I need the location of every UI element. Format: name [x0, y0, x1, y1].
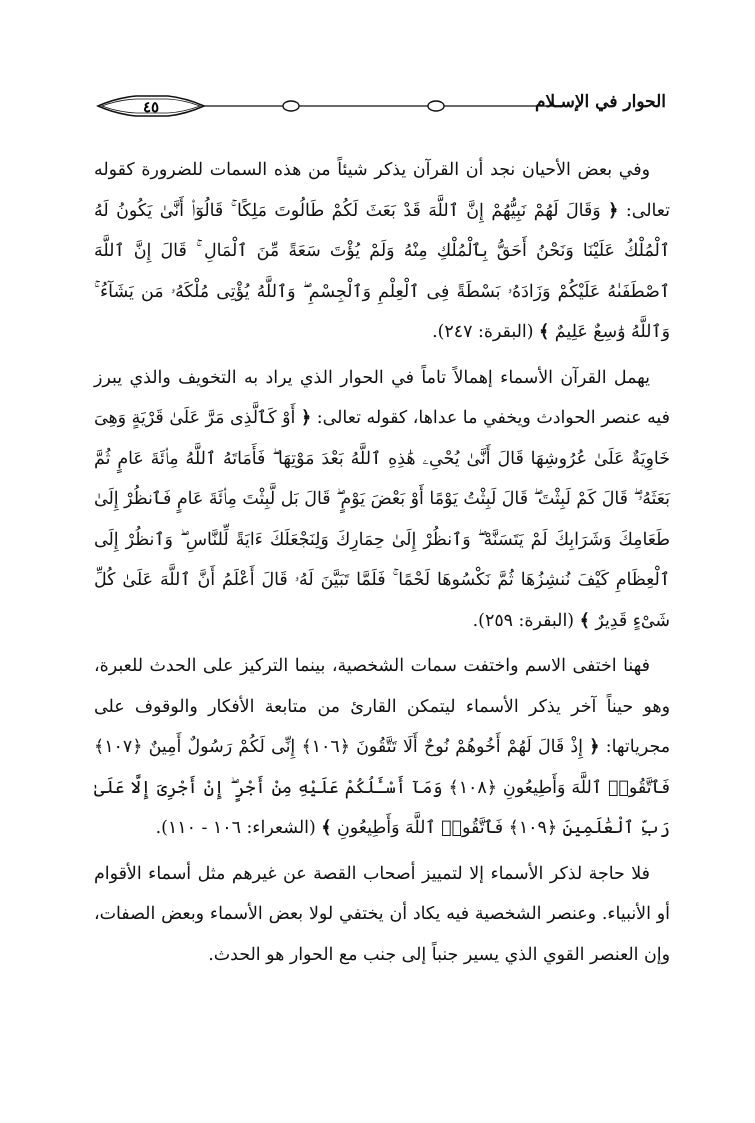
header-ornament: [96, 88, 566, 124]
paragraph-text: فهنا اختفى الاسم واختفت سمات الشخصية، بينما التركيز على الحدث للعبرة، وهو حيناً آخر يذكر الأسماء ليتمكن القارئ من متابعة الأفكار والوقوف على مجرياتها:: [94, 656, 671, 757]
paragraph-text: يهمل القرآن الأسماء إهمالاً تاماً في الحوار الذي يراد به التخويف والذي يبرز فيه عنصر الحوادث ويخفي ما عداها، كقوله تعالى:: [94, 367, 670, 428]
paragraph-text: وفي بعض الأحيان نجد أن القرآن يذكر شيئاً من هذه السمات للضرورة كقوله تعالى:: [94, 160, 671, 221]
ornament-dot-icon: [283, 101, 299, 111]
quran-close-bracket: ﴾: [539, 322, 550, 342]
paragraph: [94, 854, 670, 976]
paragraph: [94, 646, 670, 849]
page-header: [96, 88, 666, 124]
ornament-dot-icon: [428, 101, 444, 111]
page-number: ٤٥: [142, 98, 160, 116]
verse-reference: (البقرة: ٢٤٧).: [432, 322, 534, 342]
page-body: [94, 150, 670, 975]
quran-verse: وَقَالَ لَهُمْ نَبِيُّهُمْ إِنَّ ٱللَّهَ قَدْ بَعَثَ لَكُمْ طَالُوتَ مَلِكًا ۚ قَالُوٓا۟ أَنَّىٰ يَكُونُ لَهُ ٱلْمُلْكُ عَلَيْنَا وَنَحْنُ أَحَقُّ بِٱلْمُلْكِ مِنْهُ وَلَمْ يُؤْتَ سَعَةً مِّنَ ٱلْمَالِ ۚ قَالَ إِنَّ ٱللَّهَ ٱصْطَفَىٰهُ عَلَيْكُمْ وَزَادَهُۥ بَسْطَةً فِى ٱلْعِلْمِ وَٱلْجِسْمِ ۖ وَٱللَّهُ يُؤْتِى مُلْكَهُۥ مَن يَشَآءُ ۚ وَٱللَّهُ وَٰسِعٌ عَلِيمٌ: [94, 200, 670, 342]
paragraph: [94, 358, 670, 642]
verse-reference: (البقرة: ٢٥٩).: [472, 610, 575, 631]
verse-reference: (الشعراء: ١٠٦ - ١١٠).: [155, 818, 316, 838]
paragraph: [94, 150, 670, 353]
paragraph-text: فلا حاجة لذكر الأسماء إلا لتمييز أصحاب القصة عن غيرهم مثل أسماء الأقوام أو الأنبياء. وعنصر الشخصية فيه يكاد أن يختفي لولا بعض الأسماء وبعض الصفات، وإن العنصر القوي الذي يسير جنباً إلى جنب مع الحوار هو الحدث.: [94, 863, 670, 965]
quran-open-bracket: ﴿: [608, 200, 619, 221]
quran-verse: أَوْ كَٱلَّذِى مَرَّ عَلَىٰ قَرْيَةٍ وَهِىَ خَاوِيَةٌ عَلَىٰ عُرُوشِهَا قَالَ أَنَّىٰ يُحْىِۦ هَٰذِهِ ٱللَّهُ بَعْدَ مَوْتِهَا ۖ فَأَمَاتَهُ ٱللَّهُ مِا۟ئَةَ عَامٍ ثُمَّ بَعَثَهُۥ ۖ قَالَ كَمْ لَبِثْتَ ۖ قَالَ لَبِثْتُ يَوْمًا أَوْ بَعْضَ يَوْمٍ ۖ قَالَ بَل لَّبِثْتَ مِا۟ئَةَ عَامٍ فَٱنظُرْ إِلَىٰ طَعَامِكَ وَشَرَابِكَ لَمْ يَتَسَنَّهْ ۖ وَٱنظُرْ إِلَىٰ حِمَارِكَ وَلِنَجْعَلَكَ ءَايَةً لِّلنَّاسِ ۖ وَٱنظُرْ إِلَى ٱلْعِظَامِ كَيْفَ نُنشِزُهَا ثُمَّ نَكْسُوهَا لَحْمًا ۚ فَلَمَّا تَبَيَّنَ لَهُۥ قَالَ أَعْلَمُ أَنَّ ٱللَّهَ عَلَىٰ كُلِّ شَىْءٍ قَدِيرٌ: [94, 408, 670, 631]
quran-open-bracket: ﴿: [589, 737, 600, 757]
quran-verse: إِذْ قَالَ لَهُمْ أَخُوهُمْ نُوحٌ أَلَا تَتَّقُونَ ﴿١٠٦﴾ إِنِّى لَكُمْ رَسُولٌ أَمِينٌ ﴿١٠٧﴾ فَٱتَّقُوا۟ ٱللَّهَ وَأَطِيعُونِ ﴿١٠٨﴾ وَمَآ أَسْـَٔلُكُمْ عَلَيْهِ مِنْ أَجْرٍ ۖ إِنْ أَجْرِىَ إِلَّا عَلَىٰ رَبِّ ٱلْعَٰلَمِينَ ﴿١٠٩﴾ فَٱتَّقُوا۟ ٱللَّهَ وَأَطِيعُونِ: [94, 737, 670, 838]
quran-close-bracket: ﴾: [321, 818, 332, 838]
quran-close-bracket: ﴾: [579, 610, 590, 631]
quran-open-bracket: ﴿: [300, 408, 312, 428]
running-title: الحوار في الإسـلام: [534, 92, 666, 112]
